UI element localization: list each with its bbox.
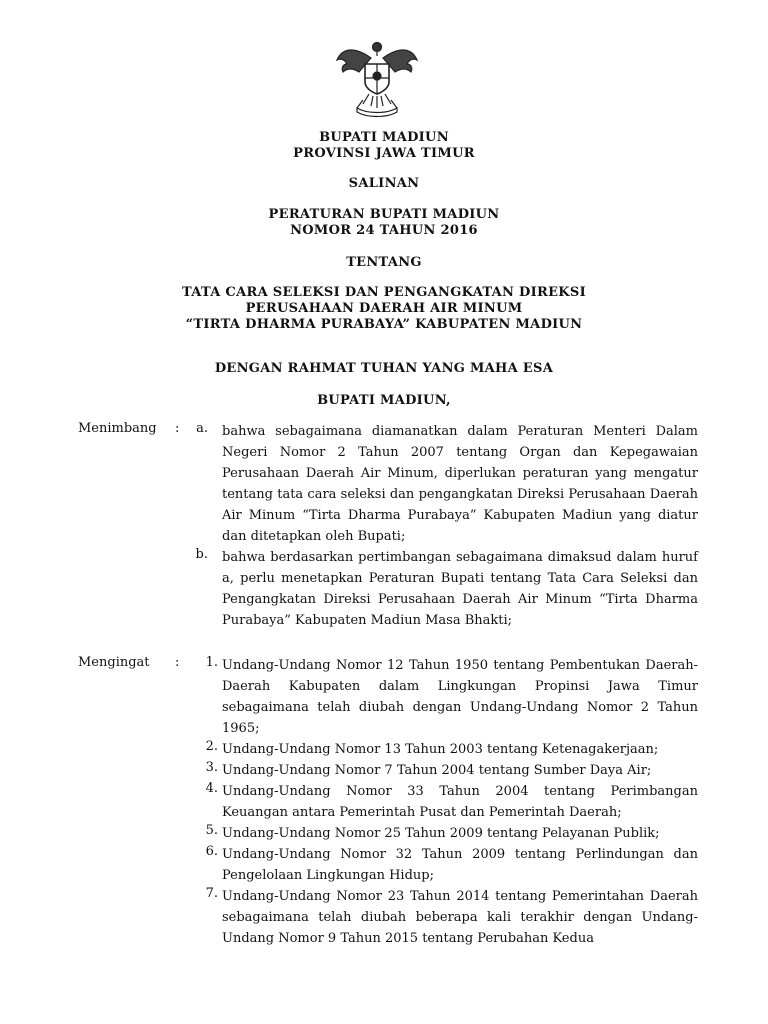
tentang-heading [0,255,768,271]
regulation-number: NOMOR 24 TAHUN 2016 [290,223,478,238]
preamble-heading [0,361,768,377]
title-line-3: “TIRTA DHARMA PURABAYA” KABUPATEN MADIUN [185,317,583,332]
copy-label [0,176,768,192]
item-marker: a. [196,421,208,436]
regulation-name: PERATURAN BUPATI MADIUN [268,207,500,222]
item-marker: 3. [205,760,218,775]
regulation-title [0,285,768,333]
item-text: Undang-Undang Nomor 12 Tahun 1950 tentang Pembentukan Daerah-Daerah Kabupaten dalam Lingkungan Propinsi Jawa Timur sebagaimana telah diubah dengan Undang-Undang Nomor 2 Tahun 1965; [222,658,698,736]
section-colon: : [175,655,180,670]
item-marker: b. [195,547,208,562]
province-title: PROVINSI JAWA TIMUR [293,146,475,161]
tentang-text: TENTANG [346,255,422,270]
rahmat-text: DENGAN RAHMAT TUHAN YANG MAHA ESA [214,361,554,376]
item-marker: 1. [205,655,218,670]
regulation-heading [0,207,768,239]
item-text: Undang-Undang Nomor 32 Tahun 2009 tentang Perlindungan dan Pengelolaan Lingkungan Hidup; [222,847,698,883]
item-text: Undang-Undang Nomor 25 Tahun 2009 tentang Pelayanan Publik; [222,826,660,841]
item-marker: 7. [205,886,218,901]
item-text: Undang-Undang Nomor 33 Tahun 2004 tentang Perimbangan Keuangan antara Pemerintah Pusat dan Pemerintah Daerah; [222,784,698,820]
section-colon: : [175,421,180,436]
item-marker: 4. [205,781,218,796]
section-label: Menimbang [78,421,157,436]
title-line-2: PERUSAHAAN DAERAH AIR MINUM [245,301,523,316]
item-text: bahwa sebagaimana diamanatkan dalam Peraturan Menteri Dalam Negeri Nomor 2 Tahun 2007 tentang Organ dan Kepegawaian Perusahaan Daerah Air Minum, diperlukan peraturan yang mengatur tentang tata cara seleksi dan pengangkatan Direksi Perusahaan Daerah Air Minum “Tirta Dharma Purabaya” Kabupaten Madiun yang diatur dan ditetapkan oleh Bupati; [222,424,698,544]
item-text: Undang-Undang Nomor 23 Tahun 2014 tentang Pemerintahan Daerah sebagaimana telah diubah beberapa kali terakhir dengan Undang-Undang Nomor 9 Tahun 2015 tentang Perubahan Kedua [222,889,698,946]
title-line-1: TATA CARA SELEKSI DAN PENGANGKATAN DIREKSI [182,285,586,300]
garuda-emblem-icon [333,38,421,118]
item-text: Undang-Undang Nomor 7 Tahun 2004 tentang Sumber Daya Air; [222,763,652,778]
issuer-title: BUPATI MADIUN [319,130,449,145]
signatory-heading [0,393,768,409]
item-marker: 6. [205,844,218,859]
item-text: Undang-Undang Nomor 13 Tahun 2003 tentang Ketenagakerjaan; [222,742,659,757]
bupati-text: BUPATI MADIUN, [317,393,451,408]
section-label: Mengingat [78,655,150,670]
item-marker: 5. [205,823,218,838]
salinan-text: SALINAN [348,176,420,191]
item-marker: 2. [205,739,218,754]
issuer-header [0,130,768,162]
item-text: bahwa berdasarkan pertimbangan sebagaimana dimaksud dalam huruf a, perlu menetapkan Peraturan Bupati tentang Tata Cara Seleksi dan Pengangkatan Direksi Perusahaan Daerah Air Minum “Tirta Dharma Purabaya” Kabupaten Madiun Masa Bhakti; [222,550,698,628]
